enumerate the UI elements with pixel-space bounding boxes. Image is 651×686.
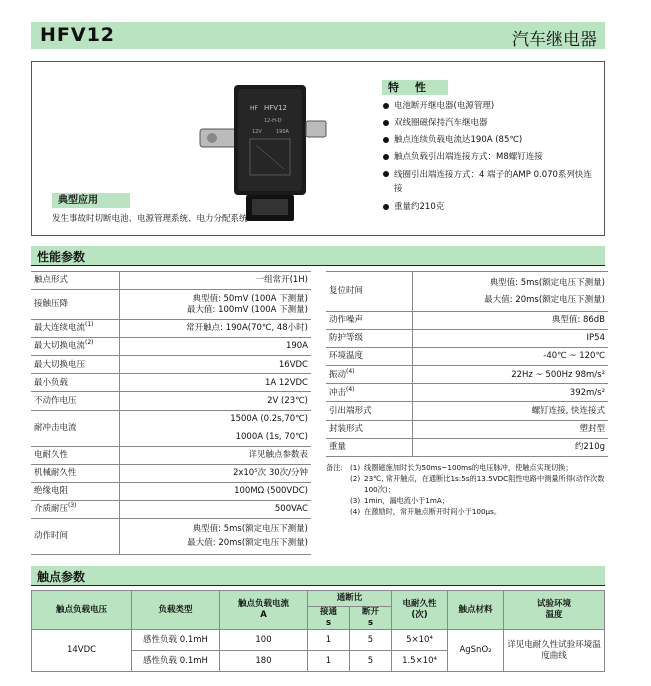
table-row: 耐冲击电流 1500A (0.2s,70℃) 1000A (1s, 70℃) (31, 410, 311, 446)
table-header-row: 触点负载电压 负载类型 触点负载电流 A 通断比 电耐久性 (次) 触点材料 试验环境 温度 (32, 591, 605, 607)
table-row: 感性负载 0.1mH 180 1 5 1.5×10⁴ (32, 651, 605, 672)
table-row: 14VDC 感性负载 0.1mH 100 1 5 5×10⁴ AgSnO₂ 详见电耐久性试验环境温度曲线 (32, 630, 605, 651)
table-row: 防护等级 IP54 (326, 330, 608, 348)
product-category: 汽车继电器 (512, 30, 597, 50)
contact-section-bar (31, 566, 605, 586)
feature-item: 电池断开继电器(电源管理) (382, 100, 597, 112)
relay-current-label: 190A (276, 129, 289, 135)
table-row: 引出端形式 螺钉连接, 快连接式 (326, 402, 608, 420)
feature-item: 重量约210克 (382, 201, 597, 213)
feature-item: 线圈引出端连接方式：4 端子的AMP 0.070系列快连接 (382, 168, 597, 196)
features-list (382, 100, 597, 218)
performance-table-left (31, 271, 311, 555)
performance-table-right (326, 271, 608, 457)
features-title: 特 性 (382, 80, 448, 95)
title-bar (31, 22, 605, 49)
note-item: 备注: (1) 线圈磁施加时长为50ms~100ms的电压脉冲，使触点实现切换； (326, 463, 573, 472)
performance-section-bar (31, 246, 605, 266)
table-row: 最大连续电流$^{(1)}$ 常开触点: 190A(70℃, 48小时) (31, 320, 311, 338)
table-row: 绝缘电阻 100MΩ (500VDC) (31, 482, 311, 500)
table-row: 动作时间 典型值: 5ms(额定电压下测量) 最大值: 20ms(额定电压下测量) (31, 518, 311, 554)
relay-voltage-label: 12V (252, 129, 262, 135)
table-row: 振动$^{(4)}$ 22Hz ~ 500Hz 98m/s² (326, 366, 608, 384)
performance-title: 性能参数 (37, 250, 86, 264)
table-row: 最大切换电压 16VDC (31, 356, 311, 374)
table-row: 接触压降 典型值: 50mV (100A 下测量) 最大值: 100mV (100A 下测量) (31, 290, 311, 320)
relay-code-label: 12-H-D (264, 118, 282, 124)
table-row: 电耐久性 详见触点参数表 (31, 446, 311, 464)
table-row: 不动作电压 2V (23℃) (31, 392, 311, 410)
table-row: 复位时间 典型值: 5ms(额定电压下测量) 最大值: 20ms(额定电压下测量) (326, 272, 608, 312)
relay-brand: HF (250, 105, 258, 112)
table-row: 环境温度 -40℃ ~ 120℃ (326, 348, 608, 366)
table-row: 机械耐久性 2x10⁵次 30次/分钟 (31, 464, 311, 482)
model-name: HFV12 (40, 24, 116, 46)
note-item: (2) 23℃, 常开触点，在通断比1s:5s的13.5VDC阻性电路中测量所得(动作次数100次)； (350, 474, 605, 494)
overview-box (31, 61, 605, 236)
table-row: 重量 约210g (326, 438, 608, 456)
application-title: 典型应用 (52, 193, 130, 208)
note-item: (3) 1min，漏电流小于1mA； (350, 496, 449, 505)
feature-item: 双线圈磁保持汽车继电器 (382, 117, 597, 129)
relay-model-label: HFV12 (264, 104, 287, 112)
application-text: 发生事故时切断电池、电源管理系统、电力分配系统 (52, 214, 248, 224)
feature-item: 触点连续负载电流达190A (85℃) (382, 134, 597, 146)
table-row: 最小负载 1A 12VDC (31, 374, 311, 392)
table-row: 介质耐压$^{(3)}$ 500VAC (31, 500, 311, 518)
table-row: 冲击$^{(4)}$ 392m/s² (326, 384, 608, 402)
table-row: 封装形式 塑封型 (326, 420, 608, 438)
relay-product-image (192, 77, 332, 227)
performance-notes (326, 462, 611, 517)
contact-table (31, 590, 605, 672)
table-row: 动作噪声 典型值: 86dB (326, 312, 608, 330)
contact-title: 触点参数 (37, 570, 86, 584)
note-item: (4) 在激励时，常开触点断开时间小于100μs。 (350, 507, 502, 516)
table-row: 触点形式 一组常开(1H) (31, 272, 311, 290)
feature-item: 触点负载引出端连接方式：M8螺钉连接 (382, 151, 597, 163)
table-row: 最大切换电流$^{(2)}$ 190A (31, 338, 311, 356)
table-header-row: 接通 s 断开 s (32, 607, 605, 630)
